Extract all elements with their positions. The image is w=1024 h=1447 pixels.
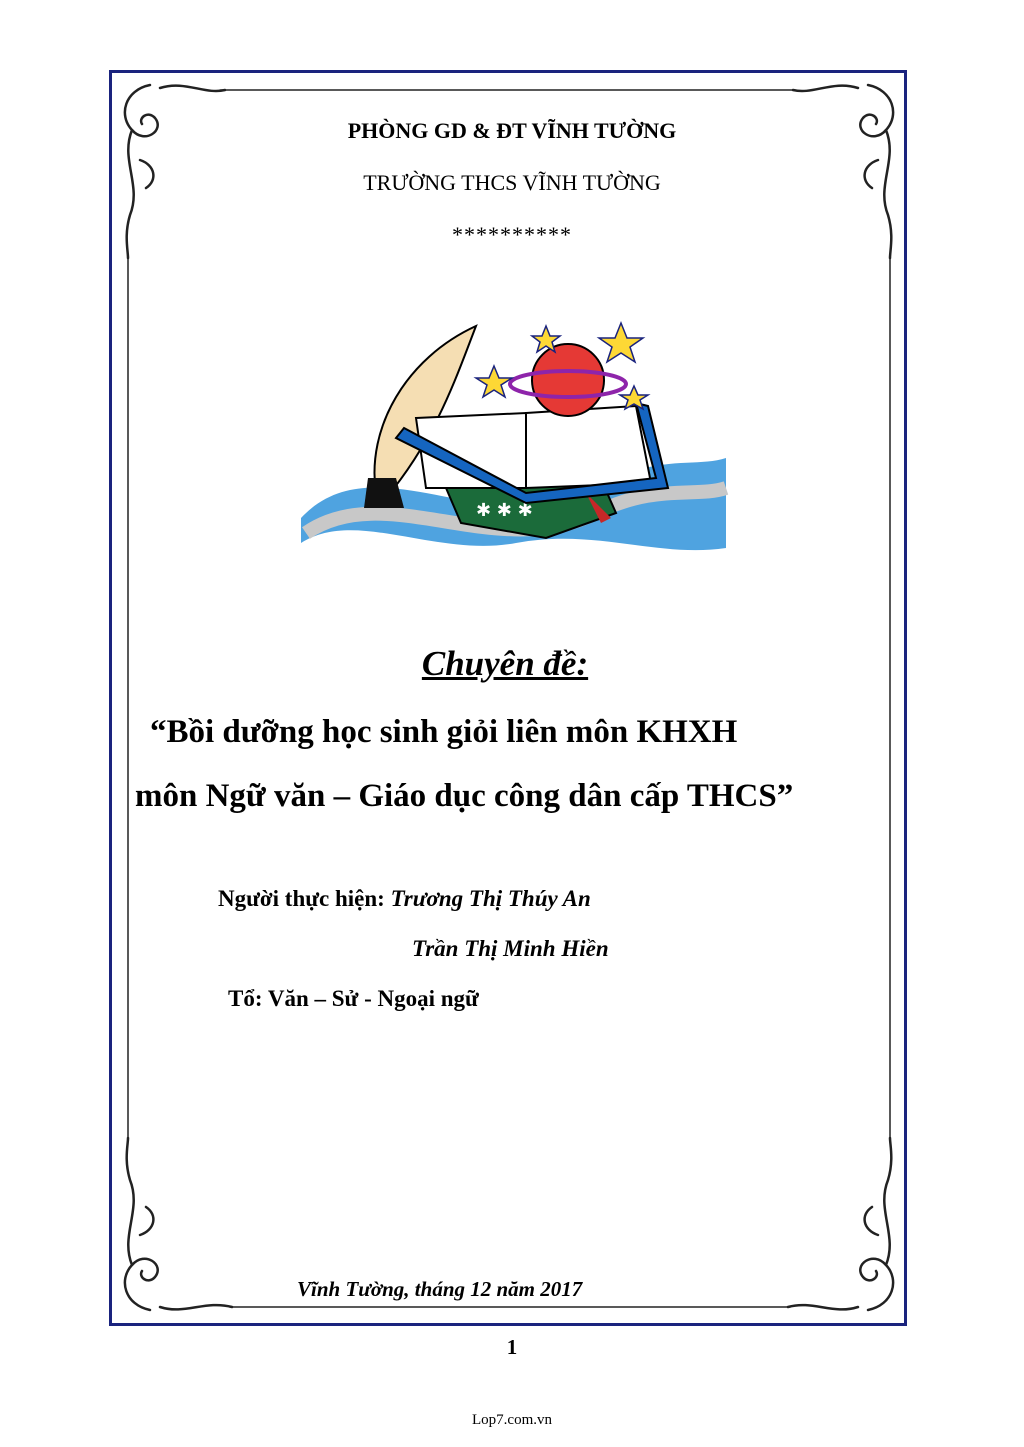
separator-stars: ********** bbox=[452, 222, 572, 247]
page-number: 1 bbox=[506, 1335, 518, 1359]
svg-text:✱ ✱ ✱: ✱ ✱ ✱ bbox=[476, 500, 533, 521]
department-name: PHÒNG GD & ĐT VĨNH TƯỜNG bbox=[347, 118, 677, 143]
topic-label: Chuyên đề: bbox=[421, 644, 589, 683]
author-name-1: Trương Thị Thúy An bbox=[390, 886, 591, 911]
author-name-2: Trần Thị Minh Hiền bbox=[412, 936, 609, 961]
department-group: Tổ: Văn – Sử - Ngoại ngữ bbox=[228, 986, 479, 1011]
topic-title-line1: “Bồi dưỡng học sinh giỏi liên môn KHXH bbox=[150, 714, 738, 750]
authors-line bbox=[218, 886, 591, 912]
footer-source: Lop7.com.vn bbox=[472, 1412, 552, 1428]
place-date: Vĩnh Tường, tháng 12 năm 2017 bbox=[297, 1277, 583, 1301]
page-border bbox=[109, 70, 907, 1326]
school-name: TRƯỜNG THCS VĨNH TƯỜNG bbox=[363, 170, 661, 195]
book-planet-quill-emblem bbox=[296, 318, 730, 554]
topic-title-line2: môn Ngữ văn – Giáo dục công dân cấp THCS” bbox=[135, 778, 794, 814]
authors-label: Người thực hiện: bbox=[218, 886, 385, 911]
